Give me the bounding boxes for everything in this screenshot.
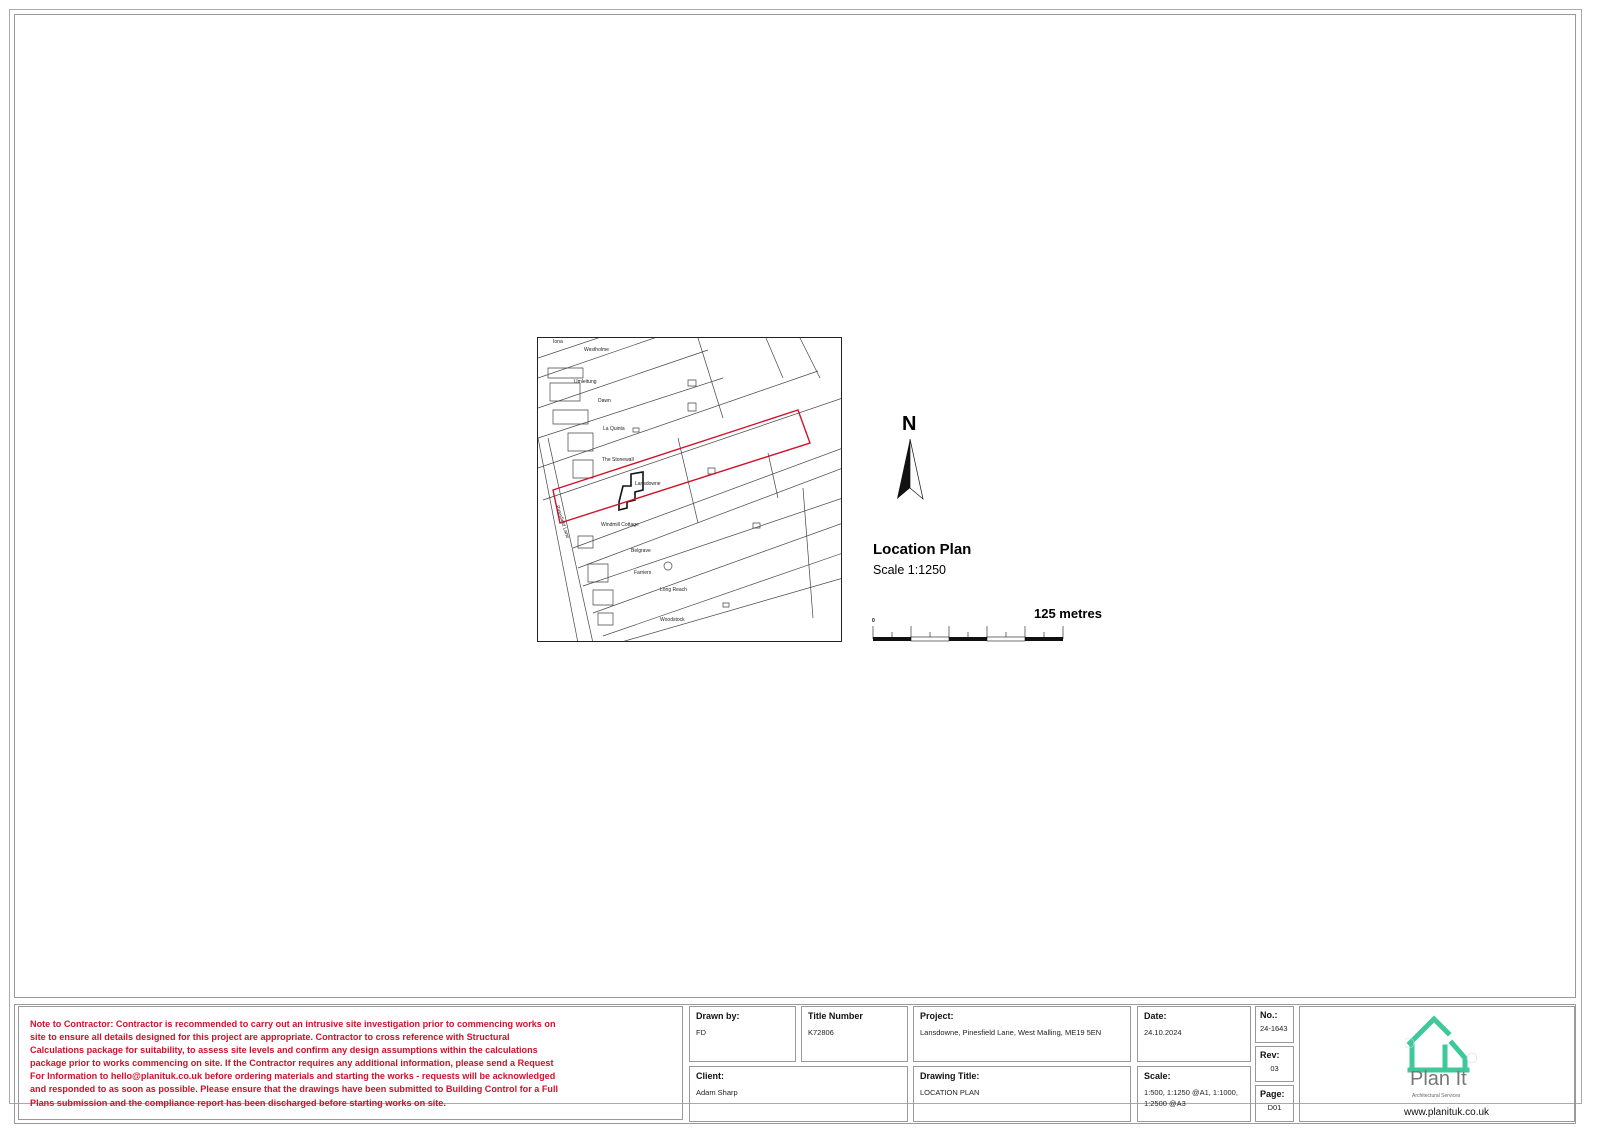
project-label: Project: bbox=[920, 1011, 954, 1021]
date-value: 24.10.2024 bbox=[1144, 1028, 1182, 1037]
drawn-by-value: FD bbox=[696, 1028, 706, 1037]
map-label: Lansdowne bbox=[635, 481, 661, 487]
date-box bbox=[1137, 1006, 1251, 1062]
brand-tagline: Architectural Services bbox=[1412, 1093, 1461, 1099]
page-box bbox=[1255, 1085, 1294, 1122]
site-boundary bbox=[553, 410, 810, 523]
scalebar-label: 125 metres bbox=[1034, 606, 1102, 621]
client-value: Adam Sharp bbox=[696, 1088, 738, 1097]
location-map bbox=[537, 337, 842, 642]
title-number-label: Title Number bbox=[808, 1011, 863, 1021]
drawing-title-label: Drawing Title: bbox=[920, 1071, 980, 1081]
map-label: La Quinta bbox=[603, 426, 625, 432]
rev-value: 03 bbox=[1270, 1064, 1279, 1073]
site-building bbox=[619, 472, 643, 510]
no-label: No.: bbox=[1260, 1010, 1278, 1020]
scale-value: 1:500, 1:1250 @A1, 1:1000, 1:2500 @A3 bbox=[1144, 1088, 1238, 1108]
date-label: Date: bbox=[1144, 1011, 1167, 1021]
client-label: Client: bbox=[696, 1071, 724, 1081]
plan-scale: Scale 1:1250 bbox=[873, 563, 946, 577]
brand-url[interactable]: www.planituk.co.uk bbox=[1404, 1107, 1490, 1118]
project-box bbox=[913, 1006, 1131, 1062]
map-label: Westholme bbox=[584, 347, 609, 353]
map-label: The Stonewall bbox=[602, 457, 634, 463]
no-value: 24-1643 bbox=[1260, 1024, 1288, 1033]
north-label: N bbox=[902, 413, 917, 435]
map-label: Farriers bbox=[634, 570, 652, 576]
rev-box bbox=[1255, 1046, 1294, 1082]
scalebar-zero: 0 bbox=[872, 618, 875, 624]
road-label: Pinesfield Lane bbox=[554, 504, 571, 540]
map-label: Dawn bbox=[598, 398, 611, 404]
scale-bar bbox=[872, 624, 1067, 644]
plan-it-logo-icon bbox=[1405, 1013, 1480, 1073]
no-box bbox=[1255, 1006, 1294, 1043]
drawing-title-value: LOCATION PLAN bbox=[920, 1088, 980, 1097]
scale-box bbox=[1137, 1066, 1251, 1122]
map-linework bbox=[538, 338, 842, 642]
title-number-box bbox=[801, 1006, 908, 1062]
map-label: Belgrave bbox=[631, 548, 651, 554]
map-label: Long Reach bbox=[660, 587, 687, 593]
project-value: Lansdowne, Pinesfield Lane, West Malling, ME19 5EN bbox=[920, 1028, 1102, 1037]
map-label: Woodstock bbox=[660, 617, 685, 623]
map-label: Windmill Cottage bbox=[601, 522, 639, 528]
page-value: D01 bbox=[1267, 1103, 1282, 1112]
client-box bbox=[689, 1066, 908, 1122]
contractor-note: Note to Contractor: Contractor is recommended to carry out an intrusive site investigation prior to commencing works on site to ensure all details designed for this project are appropriate. Contractor to cross reference with Structural Calculations package for suitability, to assess site levels and confirm any design assumptions within the calculations package prior to works commencing on site. If the Contractor requires any additional information, please send a Request For Information to hello@planituk.co.uk before ordering materials and starting the works - requests will be acknowledged and responded to as soon as possible. Please ensure that the drawings have been submitted to Building Control for a Full Plans submission and the compliance report has been discharged before starting works on site. bbox=[30, 1019, 559, 1108]
north-arrow-icon bbox=[895, 414, 935, 504]
brand-name: Plan It bbox=[1410, 1068, 1467, 1090]
map-label: Umleitung bbox=[574, 379, 597, 385]
scale-label: Scale: bbox=[1144, 1071, 1171, 1081]
drawn-by-label: Drawn by: bbox=[696, 1011, 740, 1021]
title-number-value: K72806 bbox=[808, 1028, 834, 1037]
drawn-by-box bbox=[689, 1006, 796, 1062]
drawing-title-box bbox=[913, 1066, 1131, 1122]
plan-title: Location Plan bbox=[873, 541, 972, 558]
page-label: Page: bbox=[1260, 1089, 1285, 1099]
map-label: Iona bbox=[553, 339, 563, 345]
rev-label: Rev: bbox=[1260, 1050, 1280, 1060]
